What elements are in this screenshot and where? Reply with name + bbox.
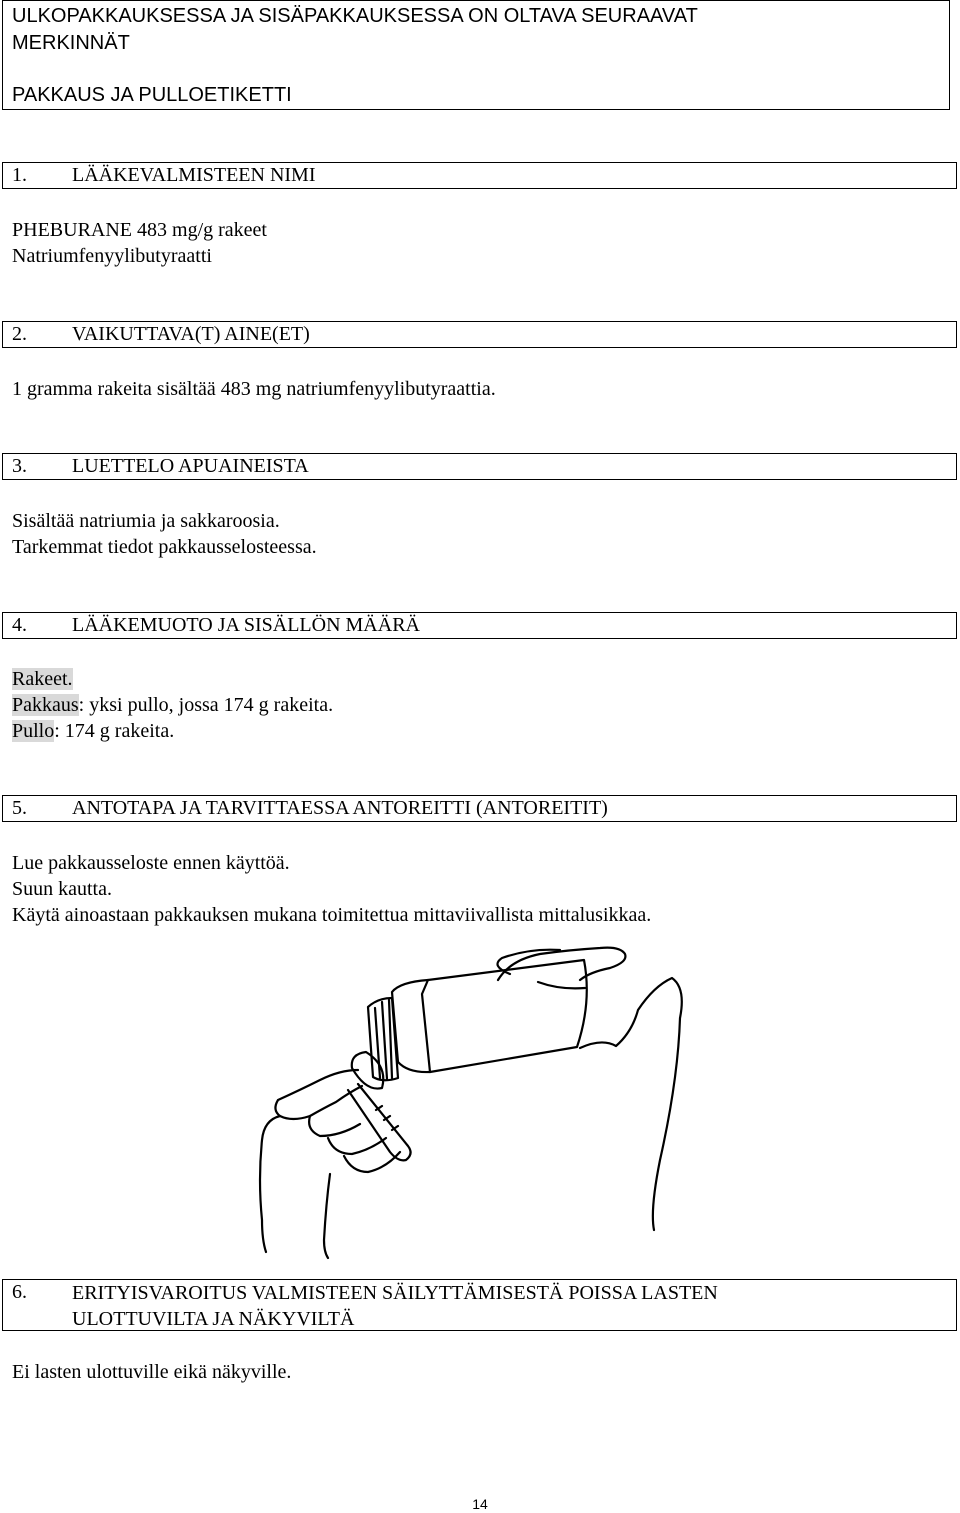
section-6-heading xyxy=(2,1279,957,1331)
excipients-line-2: Tarkemmat tiedot pakkausselosteessa. xyxy=(12,536,317,558)
header-line-2: MERKINNÄT xyxy=(12,32,130,54)
section-title: LÄÄKEMUOTO JA SISÄLLÖN MÄÄRÄ xyxy=(72,614,420,636)
highlighted-text: Rakeet. xyxy=(12,668,73,690)
section-5-heading xyxy=(2,795,957,822)
highlighted-text: Pullo xyxy=(12,720,55,742)
section-1-heading xyxy=(2,162,957,189)
left-fingers xyxy=(309,1116,400,1172)
section-title: VAIKUTTAVA(T) AINE(ET) xyxy=(72,323,310,345)
form-line xyxy=(12,666,73,692)
product-name: PHEBURANE 483 mg/g rakeet xyxy=(12,219,267,241)
page-number: 14 xyxy=(472,1496,488,1512)
header-line-3: PAKKAUS JA PULLOETIKETTI xyxy=(12,84,292,106)
spoon-handle xyxy=(348,1084,411,1160)
header-line-1: ULKOPAKKAUKSESSA JA SISÄPAKKAUKSESSA ON OLTAVA SEURAAVAT xyxy=(12,5,698,27)
cap-ridges xyxy=(375,1000,392,1079)
right-hand xyxy=(498,948,682,1230)
bottle-line xyxy=(12,718,174,744)
section-number: 6. xyxy=(12,1281,27,1303)
left-hand xyxy=(275,1070,362,1119)
administration-line-2: Suun kautta. xyxy=(12,878,112,900)
section-number: 3. xyxy=(12,455,27,477)
administration-line-3: Käytä ainoastaan pakkauksen mukana toimitettua mittaviivallista mittalusikkaa. xyxy=(12,904,652,926)
highlighted-text: Pakkaus xyxy=(12,694,79,716)
section-title: ANTOTAPA JA TARVITTAESSA ANTOREITTI (ANTOREITIT) xyxy=(72,797,608,819)
section-title-line-1: ERITYISVAROITUS VALMISTEEN SÄILYTTÄMISESTÄ POISSA LASTEN xyxy=(72,1282,718,1304)
section-3-heading xyxy=(2,453,957,480)
section-number: 4. xyxy=(12,614,27,636)
package-text: : yksi pullo, jossa 174 g rakeita. xyxy=(78,694,334,716)
section-number: 1. xyxy=(12,164,27,186)
left-wrist xyxy=(260,1116,330,1258)
section-number: 2. xyxy=(12,323,27,345)
section-title: LUETTELO APUAINEISTA xyxy=(72,455,309,477)
bottle-body xyxy=(422,960,587,1072)
excipients-line-1: Sisältää natriumia ja sakkaroosia. xyxy=(12,510,280,532)
section-4-heading xyxy=(2,612,957,639)
active-substance-text: 1 gramma rakeita sisältää 483 mg natriumfenyylibutyraattia. xyxy=(12,378,496,400)
section-2-heading xyxy=(2,321,957,348)
section-title-line-2: ULOTTUVILTA JA NÄKYVILTÄ xyxy=(72,1308,355,1330)
package-line xyxy=(12,692,333,718)
administration-line-1: Lue pakkausseloste ennen käyttöä. xyxy=(12,852,290,874)
section-number: 5. xyxy=(12,797,27,819)
hands-pouring-granules-illustration xyxy=(240,940,700,1260)
header-box xyxy=(2,0,950,110)
section-title: LÄÄKEVALMISTEEN NIMI xyxy=(72,164,316,186)
bottle-text: : 174 g rakeita. xyxy=(54,720,175,742)
storage-warning-text: Ei lasten ulottuville eikä näkyville. xyxy=(12,1361,292,1383)
active-substance-name: Natriumfenyylibutyraatti xyxy=(12,245,212,267)
